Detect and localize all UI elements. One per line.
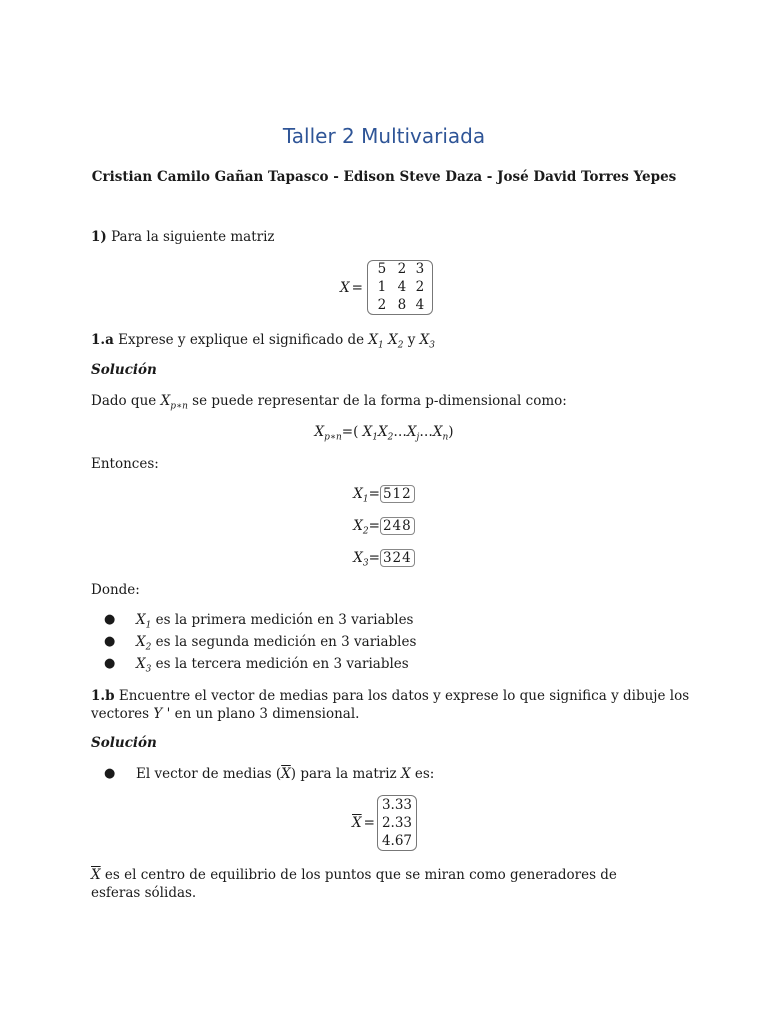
bullet-text: es la tercera medición en 3 variables <box>155 656 409 672</box>
question-1a-text: Exprese y explique el significado de <box>118 332 365 348</box>
mean-bullet-text-a: El vector de medias ( <box>136 766 282 782</box>
mean-bullet-text-b: ) para la matriz <box>290 766 397 782</box>
x1-vector: $X_1= 512$ <box>0 486 768 505</box>
matrix-cell: 2 <box>397 261 407 277</box>
bullet-dot-icon: ● <box>104 656 116 671</box>
conclusion-text: es el centro de equilibrio de los puntos que se miran como generadores de esferas sólidas. <box>91 867 617 901</box>
mean-vector: $\overline{X}$ = 3.33 2.33 4.67 <box>352 795 417 851</box>
matrix-cell: 2 <box>415 279 425 295</box>
bullet-item-x1: $X_1$ es la primera medición en 3 variables <box>136 612 414 631</box>
entonces-line: Entonces: <box>91 456 159 472</box>
conclusion-paragraph: $\overline{X}$ es el centro de equilibrio de los puntos que se miran como generadores de esferas sólidas. <box>91 867 617 901</box>
mean-vector-label: $\overline{X}$ <box>352 815 362 831</box>
dado-que-text: Dado que <box>91 393 157 409</box>
matrix-cell: 3 <box>415 261 425 277</box>
dado-que-line: Dado que $X_{p∗n}$ se puede representar de la forma p-dimensional como: <box>91 393 567 412</box>
x3-vector-values: 324 <box>380 549 415 567</box>
solution-heading-1a <box>91 362 157 378</box>
x3-vector: $X_3= 324$ <box>0 550 768 569</box>
mean-vector-brackets <box>377 795 417 851</box>
question-1b-line2: vectores Y ' en un plano 3 dimensional. <box>91 706 360 722</box>
bullet-item-x2: $X_2$ es la segunda medición en 3 variables <box>136 634 417 653</box>
bullet-dot-icon: ● <box>104 634 116 649</box>
matrix-cell: 5 <box>377 261 387 277</box>
bullet-dot-icon: ● <box>104 766 116 781</box>
mean-vector-bullet: El vector de medias $(\overline{X})$ para la matriz X es: <box>136 766 435 782</box>
bullet-text: es la primera medición en 3 variables <box>155 612 414 628</box>
matrix-x-brackets <box>367 260 433 315</box>
question-1a: 1.a Exprese y explique el significado de $X_1$ $X_2$ y $X_3$ <box>91 332 436 351</box>
x1-vector-values: 512 <box>380 485 415 503</box>
matrix-x-grid <box>372 261 428 314</box>
matrix-cell: 2 <box>377 297 387 313</box>
question-1a-number: 1.a <box>91 332 114 348</box>
mean-value: 3.33 <box>381 797 412 813</box>
matrix-cell: 8 <box>397 297 407 313</box>
dado-que-rest-text: se puede representar de la forma p-dimensional como: <box>192 393 567 409</box>
matrix-cell: 1 <box>377 279 387 295</box>
conjunction-text: y <box>407 332 416 348</box>
authors-line: Cristian Camilo Gañan Tapasco - Edison Steve Daza - José David Torres Yepes <box>91 169 677 185</box>
matrix-cell: 4 <box>397 279 407 295</box>
mean-value: 4.67 <box>381 833 412 849</box>
p-dimensional-formula: $X_{p∗n}=$( $X_1X_2\dots X_j\dots X_n$) <box>314 424 454 443</box>
x2-vector-values: 248 <box>380 517 415 535</box>
question-1b-number: 1.b <box>91 688 115 704</box>
question-1-number: 1) <box>91 229 107 245</box>
document-title: Taller 2 Multivariada <box>282 124 486 148</box>
bullet-text: es la segunda medición en 3 variables <box>155 634 417 650</box>
mean-value: 2.33 <box>381 815 412 831</box>
mean-bullet-text-c: es: <box>414 766 435 782</box>
matrix-x: X = 5 2 3 1 4 2 2 8 4 <box>340 260 433 315</box>
matrix-cell: 4 <box>415 297 425 313</box>
matrix-x-label: X <box>340 279 350 296</box>
donde-line: Donde: <box>91 582 140 598</box>
question-1-text: Para la siguiente matriz <box>111 229 275 245</box>
question-1b-text2: vectores <box>91 706 150 722</box>
mean-vector-grid <box>382 796 412 850</box>
solution-label: Solución <box>91 735 157 751</box>
question-1b-text2-rest: en un plano 3 dimensional. <box>174 706 360 722</box>
bullet-dot-icon: ● <box>104 612 116 627</box>
question-1b-line1 <box>91 688 689 704</box>
solution-label: Solución <box>91 362 157 378</box>
question-1 <box>91 229 275 245</box>
question-1b-text: Encuentre el vector de medias para los datos y exprese lo que significa y dibuje los <box>118 688 690 704</box>
solution-heading-1b <box>91 735 157 751</box>
bullet-item-x3: $X_3$ es la tercera medición en 3 variables <box>136 656 409 675</box>
x2-vector: $X_2= 248$ <box>0 518 768 537</box>
